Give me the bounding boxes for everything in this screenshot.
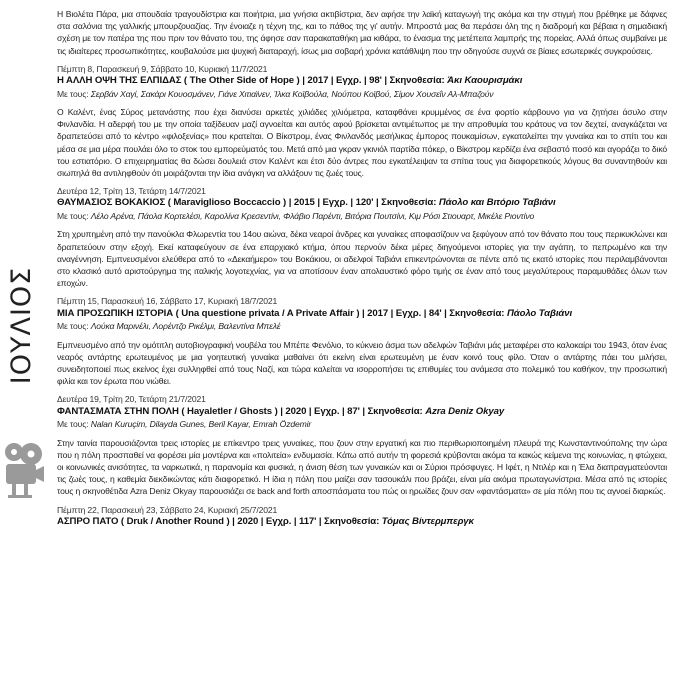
film-title-line (57, 197, 667, 210)
film-title: ΦΑΝΤΑΣΜΑΤΑ ΣΤΗΝ ΠΟΛΗ ( Hayaletler / Ghosts ) | 2020 | Εγχρ. | 87' | Σκηνοθεσία: (57, 405, 423, 417)
film-cast-line (57, 320, 667, 332)
film-title-line (57, 516, 667, 529)
side-panel (0, 0, 46, 673)
film-cast-line (57, 210, 667, 222)
screening-dates: Δευτέρα 12, Τρίτη 13, Τετάρτη 14/7/2021 (57, 186, 206, 197)
cast-names: Σερβάν Χαγί, Σακάρι Κουοσμάνεν, Γιάνε Χιτιαϊνεν, Ίλκα Κοϊβούλα, Νούπου Κοϊβού, Σίμον Χουσεΐν Αλ-Μπαζούν (90, 88, 494, 99)
film-director: Πάολο και Βιτόριο Ταβιάνι (438, 197, 556, 209)
film-title: ΘΑΥΜΑΣΙΟΣ ΒΟΚΑΚΙΟΣ ( Maraviglioso Boccaccio ) | 2015 | Εγχρ. | 120' | Σκηνοθεσία: (57, 197, 437, 209)
film-entry (57, 295, 667, 387)
cast-label: Με τους: (57, 321, 89, 332)
film-director: Azra Deniz Okyay (425, 405, 505, 417)
film-entry (57, 504, 667, 529)
film-synopsis: Εμπνευσμένο από την ομότιτλη αυτοβιογραφική νουβέλα του Μπέπε Φενόλιο, το κύκνειο άσμα των αδελφών Ταβιάνι μάς μεταφέρει στο καλοκαίρι του 1943, όταν ένας νεαρός αντάρτης ερωτευμένος με μια γοητευτική γυναίκα μαθαίνει ότι εκείνη είναι ερωτευμένη με έναν κοινό τους φίλο. Όταν ο αντάρτης πάει του μιλήσει, συνειδητοποιεί πως εκείνος έχει συλληφθεί από τους Ναζί, και τώρα καλείται να ισορροπήσει τις επιθυμίες του ανάμεσα στο πολεμικό του καθήκον, την προσωπική φιλία και τον έρωτα που νιώθει. (57, 339, 667, 387)
cast-names: Nalan Kuruçim, Dilayda Gunes, Beril Kayar, Emrah Özdemir (90, 419, 312, 430)
film-projector-icon (2, 440, 44, 500)
program-content (57, 8, 667, 529)
cast-label: Με τους: (57, 211, 89, 222)
month-label (2, 255, 42, 395)
screening-dates: Πέμπτη 15, Παρασκευή 16, Σάββατο 17, Κυριακή 18/7/2021 (57, 296, 278, 307)
cast-names: Λούκα Μαρινέλι, Λορέντζο Ρικέλμι, Βαλεντίνα Μπελέ (90, 321, 281, 332)
film-synopsis: Στην ταινία παρουσιάζονται τρεις ιστορίες με επίκεντρο τρεις γυναίκες, που ζουν στην εργατική και πιο περιθωριοποιημένη πλευρά της Κωνσταντινούπολης την ώρα που η πόλη προσπαθεί να φορέσει μία μοντέρνα και «πολιτεία» ενδυμασία. Κάτω από αυτήν τη φορεσιά κρύβονται ακόμα τα κακώς κείμενα της κοινωνίας, η φτώχεια, οι κοινωνικές ανισότητες, τα ναρκωτικά, η παρανομία και φυσικά, η άνιση θέση των γυναικών και οι Σύριοι πρόσφυγες. Η Ιφέτ, η Ντιλέρ και η Έλα διαπραγματεύονται τις ζωές τους, η καθεμία διεκδικώντας κάτι διαφορετικό. Η ίδια η πόλη που μαίζει σαν τασουκάλι που βράζει, είναι μία ακόμα πρωταγωνίστρια. Μέσα από τις ιστορίες τους η σκηνοθέτιδα Azra Deniz Okyay παρουσιάζει σε back and forth αποσπάσματα του πώς οι ηρωίδες ζουν σαν «φαντάσματα» σε μία πόλη που τις αγνοεί διαρκώς. (57, 437, 667, 497)
intro-paragraph: Η Βιολέτα Πάρα, μια σπουδαία τραγουδίστρια και ποιήτρια, μια γνήσια ακτιβίστρια, δεν αφήσε την λαϊκή καταγωγή της ακόμα και την στιγμή που βρέθηκε με δάφνες στα σαλόνια της γαλλικής μπουρζουαζίας. Την ένοιαζε η τέχνη της, και το πάθος της γι' αυτήν. Μπροστά μας θα περάσει όλη της η διαδρομή και βέβαια η σημαδιακή σχέση με τον πατέρα της που πριν τον θάνατο του, της άφησε σαν παρακαταθήκη μια κιθάρα, το ένασμα της μετέπειτα λαμπρής της πορείας. Αλλά όπως συμβαίνει με τις ιδιαίτερες προσωπικότητες, κουβαλούσε μια ψυχική διαταραχή, ίσως μια σοβαρή χρόνια κατάθλιψη που την οδηγούσε συχνά σε βίαιες εσωτερικές συγκρούσεις. (57, 9, 667, 56)
cast-label: Με τους: (57, 419, 89, 430)
film-title: ΜΙΑ ΠΡΟΣΩΠΙΚΗ ΙΣΤΟΡΙΑ ( Una questione privata / A Private Affair ) | 2017 | Εγχρ. | 84' | Σκηνοθεσία: (57, 307, 505, 319)
film-entry (57, 393, 667, 497)
film-entry (57, 63, 667, 179)
cast-label: Με τους: (57, 88, 89, 99)
film-cast-line (57, 418, 667, 430)
film-title: ΑΣΠΡΟ ΠΑΤΟ ( Druk / Another Round ) | 2020 | Εγχρ. | 117' | Σκηνοθεσία: (57, 515, 380, 527)
film-title-line (57, 406, 667, 419)
film-director: Πάολο Ταβιάνι (506, 307, 573, 319)
film-director: Άκι Καουρισμάκι (447, 75, 523, 87)
film-synopsis: Στη χρυπημένη από την πανούκλα Φλωρεντία του 14ου αιώνα, δέκα νεαροί άνδρες και γυναίκες αποφασίζουν να ξεφύγουν από τον θάνατο που τους περικυκλώνει και δραπετεύουν στην εξοχή. Εκεί καταφεύγουν σε ένα επαρχιακό κτήμα, όπου περνούν δέκα μέρες διηγούμενοι ιστορίες για την αγάπη, το πεπρωμένο και την αναγέννηση. Εμπνευσμένοι ελεύθερα από το «Δεκαήμερο» του Βοκάκιου, οι αδελφοί Ταβιάνι επικεντρώνονται σε πέντε από τις εκατό ιστορίες που περιλαμβάνονται στο κλασικό αυτό αριστούργημα της ιταλικής λογοτεχνίας, για να αποτίσουν έναν απολαυστικό φόρο τιμής σε έναν από τους μεγαλύτερους παραμυθάδες όλων των εποχών. (57, 229, 667, 289)
film-title: Η ΑΛΛΗ ΟΨΗ ΤΗΣ ΕΛΠΙΔΑΣ ( The Other Side of Hope ) | 2017 | Εγχρ. | 98' | Σκηνοθεσία: (57, 75, 445, 87)
cast-names: Λέλο Αρένα, Πάολα Κορτελέσι, Καρολίνα Κρεσεντίνι, Φλάβιο Παρέντι, Βιτόρια Πουτσίνι, Κιμ Ρόσι Στιουαρτ, Μικέλε Ριοντίνο (90, 211, 535, 222)
film-synopsis: Ο Καλέντ, ένας Σύρος μετανάστης που έχει διανύσει αρκετές χιλιάδες χιλιόμετρα, καταφθάνει κρυμμένος σε ένα φορτίο κάρβουνο για να ζητήσει άσυλο στην Φινλανδία. Η αδερφή του με την οποία ταξίδευαν μαζί αγνοείται και αυτός αφού βρίσκεται αντιμέτωπος με την απροθυμία του κράτους να τον δεχτεί, αναγκάζεται να δραπετεύσει από το κέντρο «φιλοξενίας» που κρατείται. Ο Βίκστρομ, ένας Φινλανδός μεσήλικας έμπορος πουκαμίσων, εγκαταλείπει την γυναίκα και το σπίτι του και μέσα σε μια μέρα πουλάει όλο το στοκ του εμπορεύματός του. Μετά από μια γκραν γκινιόλ παρτίδα πόκερ, ο Βίκστρομ κερδίζει ένα σεβαστό ποσό και αγοράζει το δικό του εστιατόριο. Ο επιχειρηματίας θα δώσει δουλειά στον Καλέντ και έτσι δύο άντρες που εγκατέλειψαν τα σπίτια τους για διαφορετικούς λόγους θα συναντηθούν και σιωπηλά θα αντιληφθούν ότι μοιράζονται την ίδια ανάγκη να αλλάξουν τις ζωές τους. (57, 107, 667, 179)
film-title-line (57, 75, 667, 88)
screening-dates: Δευτέρα 19, Τρίτη 20, Τετάρτη 21/7/2021 (57, 394, 206, 405)
film-cast-line (57, 88, 667, 100)
film-entry (57, 185, 667, 289)
film-title-line (57, 308, 667, 321)
month-text: ΙΟΥΛΙΟΣ (6, 266, 38, 384)
screening-dates: Πέμπτη 22, Παρασκευή 23, Σάββατο 24, Κυριακή 25/7/2021 (57, 504, 278, 515)
screening-dates: Πέμπτη 8, Παρασκευή 9, Σάββατο 10, Κυριακή 11/7/2021 (57, 63, 268, 74)
film-director: Τόμας Βίντερμπεργκ (381, 515, 474, 527)
